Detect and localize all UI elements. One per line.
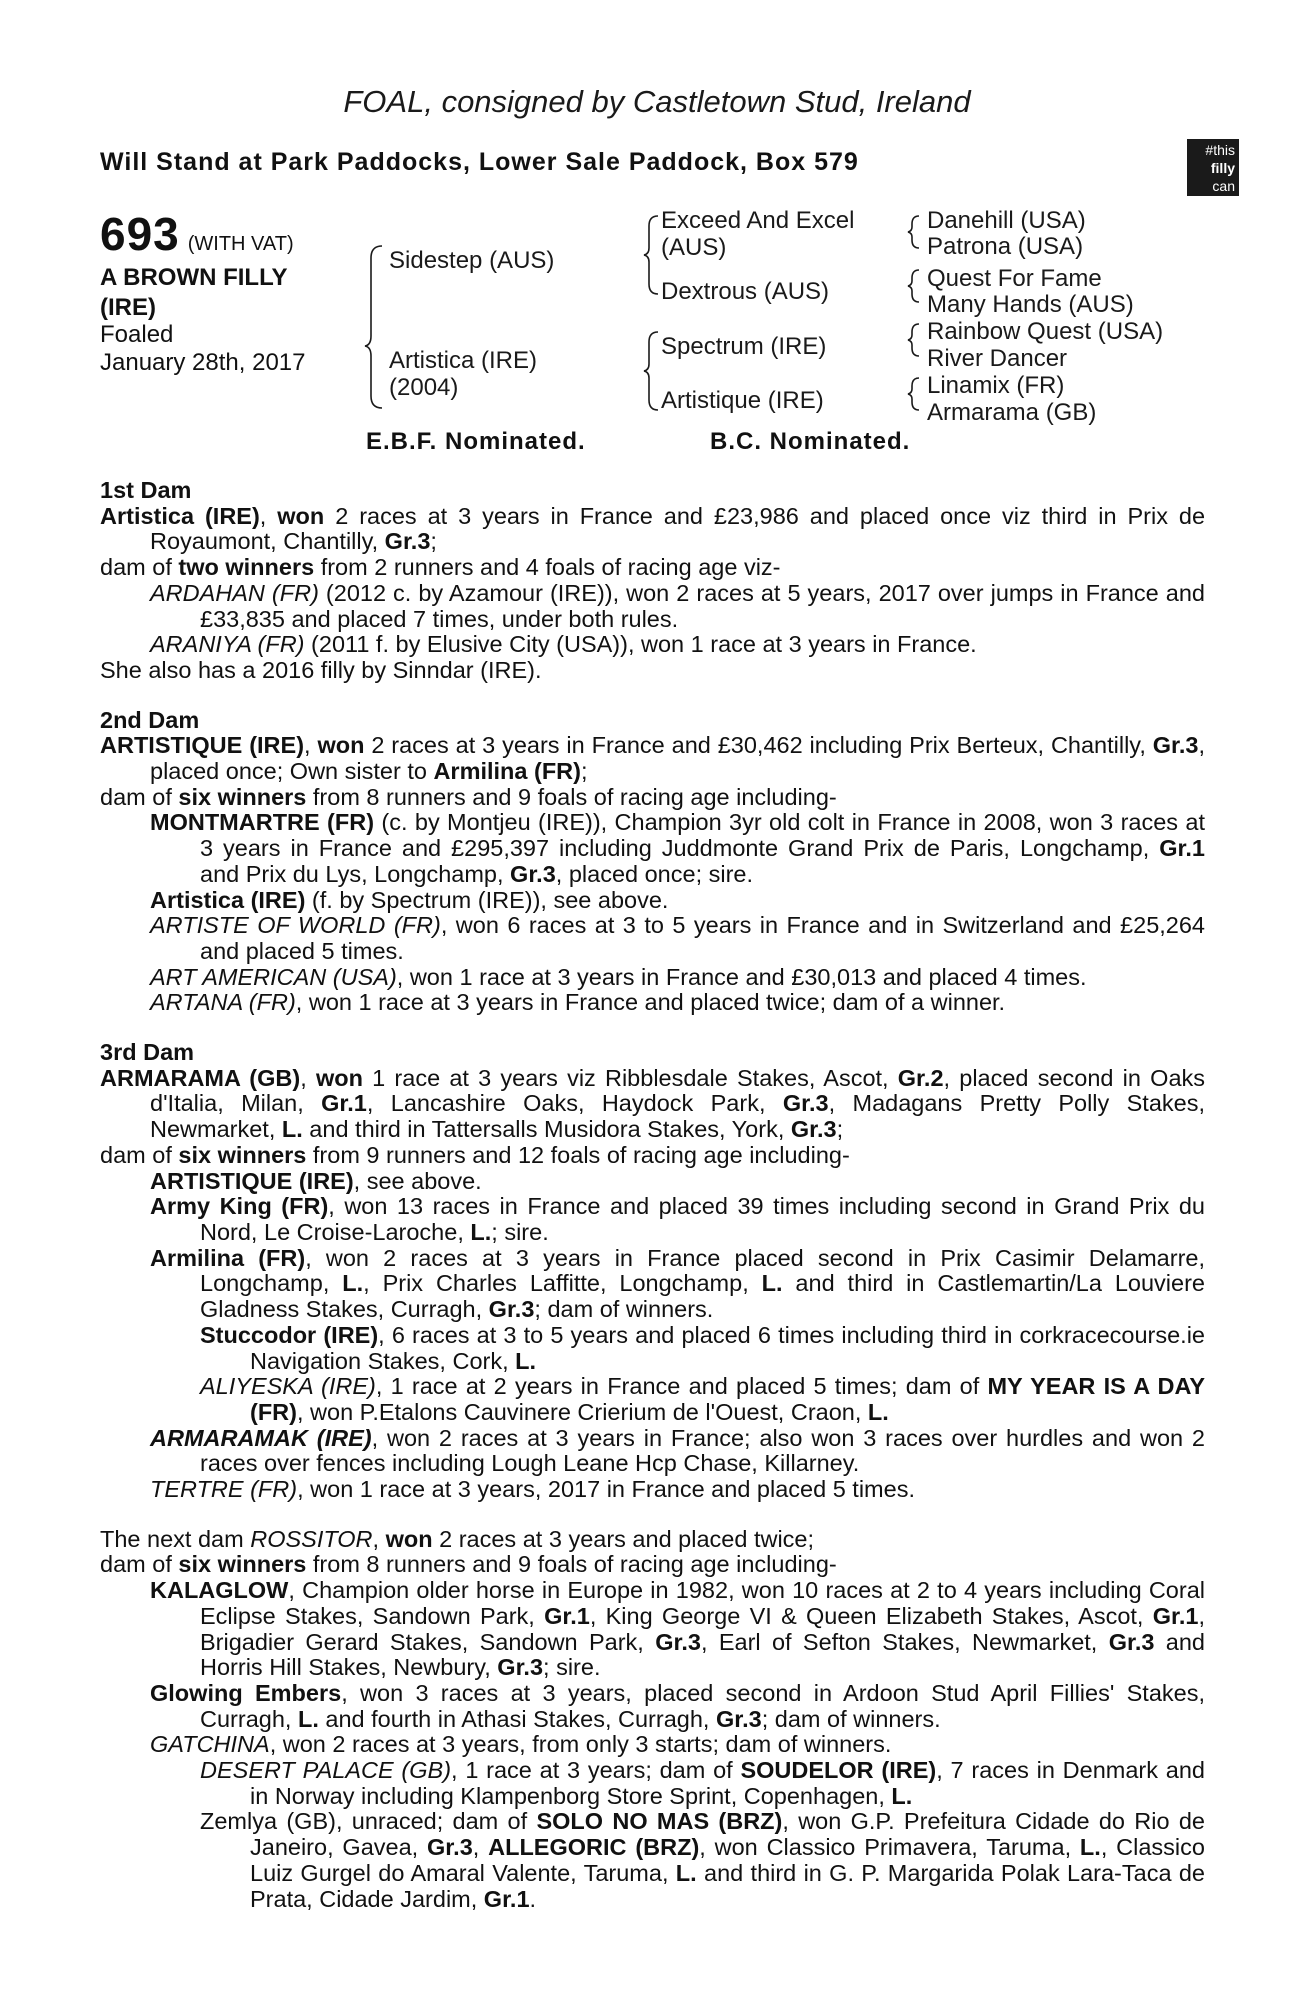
pedigree-sire: Sidestep (AUS) [389,247,555,274]
next-dam-line-2: dam of six winners from 8 runners and 9 foals of racing age including- [100,1551,837,1578]
second-dam-line-1: ARTISTIQUE (IRE), won 2 races at 3 years in France and £30,462 including Prix Berteux, Chantilly, Gr.3, placed once; Own sister to Armilina (FR); [100,732,1205,785]
brace-questforfame [908,270,919,302]
third-dam-line-8: ARMARAMAK (IRE), won 2 races at 3 years in France; also won 3 races over hurdles and won 2 races over fences including Lough Leane Hcp Chase, Killarney. [150,1424,1205,1477]
pedigree-sire-sire-line-1: Exceed And Excel [661,207,855,234]
next-dam-line-4: Glowing Embers, won 3 races at 3 years, placed second in Ardoon Stud April Fillies' Stakes, Curragh, L. and fourth in Athasi Stakes, Curragh, Gr.3; dam of winners. [150,1679,1205,1732]
third-dam-line-7: ALIYESKA (IRE), 1 race at 2 years in France and placed 5 times; dam of MY YEAR IS A DAY (FR), won P.Etalons Cauvinere Crierium de l'Ouest, Craon, L. [200,1373,1205,1425]
brace-dam [644,332,658,410]
second-dam-line-7: ARTANA (FR), won 1 race at 3 years in France and placed twice; dam of a winner. [150,989,1006,1016]
pedigree-gen3-6: River Dancer [927,345,1068,372]
ebf-nominated: E.B.F. Nominated. [366,428,586,455]
pedigree-sire-sire [661,207,854,261]
lot-description-line-1: A BROWN FILLY [100,264,288,291]
lot-number: 693 [100,208,180,260]
third-dam-heading: 3rd Dam [100,1039,195,1066]
foaled-date: January 28th, 2017 [100,349,306,376]
lot-description-line-2: (IRE) [100,294,156,321]
brace-gen1 [365,246,382,408]
pedigree-dam-sire: Spectrum (IRE) [661,333,827,360]
next-dam-line-5: GATCHINA, won 2 races at 3 years, from only 3 starts; dam of winners. [150,1731,892,1758]
third-dam-line-2: dam of six winners from 9 runners and 12 foals of racing age including- [100,1141,850,1168]
brace-linamix [908,378,919,410]
second-dam-heading: 2nd Dam [100,706,200,733]
location-line: Will Stand at Park Paddocks, Lower Sale Paddock, Box 579 [100,148,859,176]
foaled-label: Foaled [100,321,174,348]
pedigree-gen3-1: Danehill (USA) [927,207,1086,234]
pedigree-dam [389,347,537,401]
first-dam-line-4: ARANIYA (FR) (2011 f. by Elusive City (USA)), won 1 race at 3 years in France. [150,631,977,658]
pedigree-gen3-8: Armarama (GB) [927,399,1097,426]
third-dam-line-4: Army King (FR), won 13 races in France and placed 39 times including second in Grand Prix du Nord, Le Croise-Laroche, L.; sire. [150,1193,1205,1245]
pedigree-dam-name: Artistica (IRE) [389,347,538,374]
second-dam-line-6: ART AMERICAN (USA), won 1 race at 3 years in France and £30,013 and placed 4 times. [150,963,1087,990]
next-dam-line-3: KALAGLOW, Champion older horse in Europe in 1982, won 10 races at 2 to 4 years including Coral Eclipse Stakes, Sandown Park, Gr.1, King George VI & Queen Elizabeth Stakes, Ascot, Gr.1, Brigadier Gerard Stakes, Sandown Park, Gr.3, Earl of Sefton Stakes, Newmarket, Gr.3 and Horris Hill Stakes, Newbury, Gr.3; sire. [150,1577,1205,1681]
brace-danehill [908,216,919,248]
pedigree-dam-year: (2004) [389,374,459,401]
second-dam-line-4: Artistica (IRE) (f. by Spectrum (IRE)), see above. [150,886,669,913]
pedigree-gen3-3: Quest For Fame [927,265,1102,292]
third-dam-line-3: ARTISTIQUE (IRE), see above. [150,1167,482,1194]
third-dam-line-6: Stuccodor (IRE), 6 races at 3 to 5 years and placed 6 times including third in corkracecourse.ie Navigation Stakes, Cork, L. [200,1321,1205,1374]
third-dam-line-1: ARMARAMA (GB), won 1 race at 3 years viz Ribblesdale Stakes, Ascot, Gr.2, placed second in Oaks d'Italia, Milan, Gr.1, Lancashire Oaks, Haydock Park, Gr.3, Madagans Pretty Polly Stakes, Newmarket, L. and third in Tattersalls Musidora Stakes, York, Gr.3; [100,1064,1206,1143]
pedigree-gen3-2: Patrona (USA) [927,233,1084,260]
next-dam-entries [100,1527,1205,1913]
pedigree-gen3-4: Many Hands (AUS) [927,291,1134,318]
third-dam-line-5: Armilina (FR), won 2 races at 3 years in France placed second in Prix Casimir Delamarre, Longchamp, L., Prix Charles Laffitte, Longchamp, L. and third in Castlemartin/La Louviere Gladness Stakes, Curragh, Gr.3; dam of winners. [150,1244,1206,1323]
next-dam-line-6: DESERT PALACE (GB), 1 race at 3 years; dam of SOUDELOR (IRE), 7 races in Denmark and in Norway including Klampenborg Store Sprint, Copenhagen, L. [200,1757,1205,1809]
first-dam-heading: 1st Dam [100,477,192,503]
pedigree-dam-dam: Artistique (IRE) [661,387,824,414]
second-dam-line-5: ARTISTE OF WORLD (FR), won 6 races at 3 to 5 years in France and in Switzerland and £25,264 and placed 5 times. [150,912,1206,964]
pedigree-sire-dam: Dextrous (AUS) [661,278,830,305]
first-dam-line-2: dam of two winners from 2 runners and 4 foals of racing age viz- [100,554,781,581]
first-dam-line-1: Artistica (IRE), won 2 races at 3 years in France and £23,986 and placed once viz third in Prix de Royaumont, Chantilly, Gr.3; [100,502,1206,555]
bc-nominated: B.C. Nominated. [710,428,911,455]
third-dam-line-9: TERTRE (FR), won 1 race at 3 years, 2017 in France and placed 5 times. [150,1476,915,1503]
first-dam-line-3: ARDAHAN (FR) (2012 c. by Azamour (IRE)), won 2 races at 5 years, 2017 over jumps in France and £33,835 and placed 7 times, under both rules. [150,579,1205,632]
catalogue-body [100,478,1205,1912]
first-dam-line-5: She also has a 2016 filly by Sinndar (IRE). [100,656,542,683]
logo-text-2: filly [1210,160,1235,176]
lot-vat: (WITH VAT) [187,233,294,255]
next-dam-line-7: Zemlya (GB), unraced; dam of SOLO NO MAS (BRZ), won G.P. Prefeitura Cidade do Rio de Janeiro, Gavea, Gr.3, ALLEGORIC (BRZ), won Classico Primavera, Taruma, L., Classico Luiz Gurgel do Amaral Valente, Taruma, L. and third in G. P. Margarida Polak Lara-Taca de Prata, Cidade Jardim, Gr.1. [200,1808,1206,1912]
pedigree-sire-sire-line-2: (AUS) [661,234,727,261]
first-dam-entries [100,504,1205,684]
third-dam-entries [100,1066,1205,1503]
second-dam-line-2: dam of six winners from 8 runners and 9 foals of racing age including- [100,783,837,810]
pedigree-gen3-7: Linamix (FR) [927,372,1065,399]
consignment-line: FOAL, consigned by Castletown Stud, Ireland [343,84,971,119]
pedigree-gen3-5: Rainbow Quest (USA) [927,318,1164,345]
second-dam-line-3: MONTMARTRE (FR) (c. by Montjeu (IRE)), Champion 3yr old colt in France in 2008, won 3 races at 3 years in France and £295,397 including Juddmonte Grand Prix de Paris, Longchamp, Gr.1 and Prix du Lys, Longchamp, Gr.3, placed once; sire. [150,809,1205,887]
logo-text-3: can [1212,178,1235,194]
pedigree-brackets [0,0,1314,460]
next-dam-line-1: The next dam ROSSITOR, won 2 races at 3 years and placed twice; [100,1525,815,1552]
second-dam-entries [100,733,1205,1016]
brace-rainbowquest [908,324,919,356]
logo-text-1: #this [1205,142,1235,158]
brace-sire [644,216,658,294]
